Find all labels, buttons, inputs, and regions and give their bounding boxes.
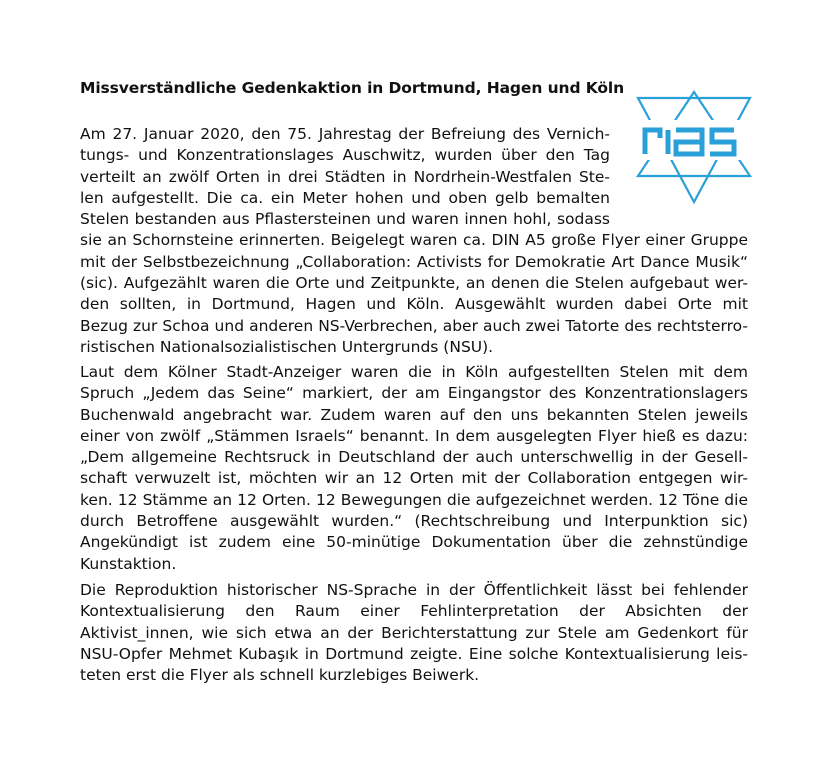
paragraph-line: Stelen bestanden aus Pflastersteinen und waren innen hohl, sodass (80, 210, 610, 229)
paragraph-line: Am 27. Januar 2020, den 75. Jahrestag der Befreiung des Vernich- (80, 125, 610, 143)
paragraph-line: len aufgestellt. Die ca. ein Meter hohen und oben gelb bemalten (80, 188, 610, 207)
paragraph-line: teten erst die Flyer als schnell kurzlebiges Beiwerk. (80, 666, 480, 685)
paragraph-line: tungs- und Konzentrationslages Auschwitz, wurden über den Tag (80, 146, 610, 165)
paragraph-line: ristischen Nationalsozialistischen Untergrunds (NSU). (80, 337, 494, 356)
paragraph-line: verteilt an zwölf Orten in drei Städten in Nordrhein-Westfalen Ste- (80, 167, 610, 186)
paragraph-line: (sic). Aufgezählt waren die Orte und Zeitpunkte, an denen die Stelen aufgebaut wer- (80, 274, 748, 293)
paragraph-1 (80, 124, 748, 358)
paragraph-line: Aktivist_innen, wie sich etwa an der Berichterstattung zur Stele am Gedenkort für (80, 623, 748, 642)
paragraph-line: durch Betroffene ausgewählt wurden.“ (Rechtschreibung und Interpunktion sic) (80, 512, 748, 531)
paragraph-line: schaft verwuzelt ist, möchten wir an 12 Orten mit der Collaboration entgegen wir- (80, 469, 748, 488)
paragraph-line: Buchenwald angebracht war. Zudem waren auf den uns bekannten Stelen jeweils (80, 405, 748, 424)
paragraph-line: Laut dem Kölner Stadt-Anzeiger waren die in Köln aufgestellten Stelen mit dem (80, 363, 748, 381)
paragraph-line: sie an Schornsteine erinnerten. Beigelegt waren ca. DIN A5 große Flyer einer Gruppe (80, 231, 748, 250)
paragraph-line: Bezug zur Schoa und anderen NS-Verbrechen, aber auch zwei Tatorte des rechtsterro- (80, 316, 748, 335)
paragraph-line: Kunstaktion. (80, 554, 177, 573)
paragraph-line: Kontextualisierung den Raum einer Fehlinterpretation der Absichten der (80, 602, 748, 621)
document-title: Missverständliche Gedenkaktion in Dortmund, Hagen und Köln (80, 79, 625, 97)
paragraph-line: Angekündigt ist zudem eine 50-minütige Dokumentation über die zehnstündige (80, 533, 748, 552)
paragraph-2 (80, 362, 748, 575)
paragraph-line: den sollten, in Dortmund, Hagen und Köln. Ausgewählt wurden dabei Orte mit (80, 295, 748, 314)
paragraph-3 (80, 580, 748, 686)
paragraph-line: einer von zwölf „Stämmen Israels“ benannt. In dem ausgelegten Flyer hieß es dazu: (80, 426, 748, 445)
paragraph-line: Die Reproduktion historischer NS-Sprache in der Öffentlichkeit lässt bei fehlender (80, 581, 748, 599)
paragraph-line: „Dem allgemeine Rechtsruck in Deutschland der auch unterschwellig in der Gesell- (80, 448, 748, 467)
paragraph-line: Spruch „Jedem das Seine“ markiert, der am Eingangstor des Konzentrationslagers (80, 384, 748, 403)
paragraph-line: mit der Selbstbezeichnung „Collaboration: Activists for Demokratie Art Dance Musik“ (80, 252, 748, 271)
paragraph-line: ken. 12 Stämme an 12 Orten. 12 Bewegungen die aufgezeichnet werden. 12 Töne die (80, 490, 748, 509)
paragraph-line: NSU-Opfer Mehmet Kubaşık in Dortmund zeigte. Eine solche Kontextualisierung leis- (80, 644, 748, 663)
